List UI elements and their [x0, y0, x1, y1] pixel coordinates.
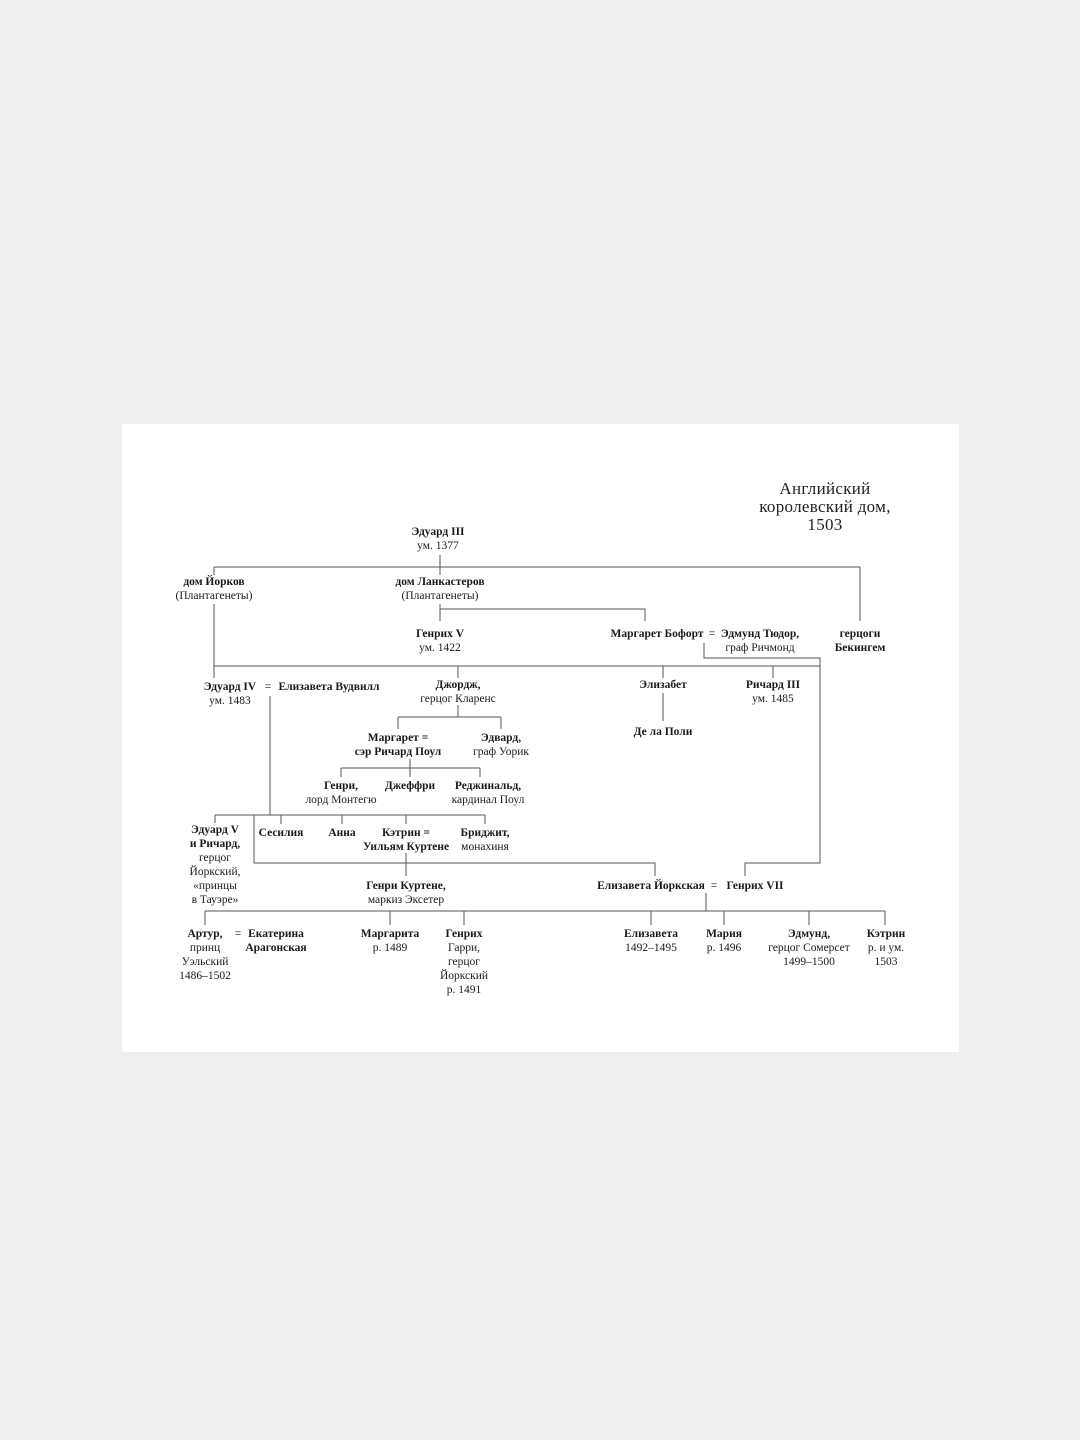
person-henry-viii: [440, 927, 488, 997]
person-elizabeth-sister: [639, 678, 686, 692]
marriage-sign-eq-beaufort-tudor: =: [708, 628, 716, 640]
person-catherine-aragon: [245, 927, 306, 955]
person-anne: [328, 826, 355, 840]
person-line: лорд Монтегю: [305, 794, 377, 806]
person-line: Эдмунд,: [787, 928, 831, 940]
person-line: Реджинальд,: [454, 780, 522, 792]
person-richard-iii: [746, 678, 800, 706]
person-henry-montagu: [305, 779, 376, 807]
person-line: маркиз Эксетер: [367, 894, 445, 906]
person-line: Генрих VII: [726, 880, 784, 892]
title-line-3: 1503: [807, 515, 843, 534]
person-line: Маргарита: [360, 928, 420, 940]
person-line: ум. 1485: [752, 693, 794, 705]
person-george-clarence: [420, 678, 496, 706]
person-line: Елизавета Вудвилл: [278, 681, 380, 693]
person-mary-tudor: [706, 927, 742, 955]
person-line: Анна: [328, 827, 356, 839]
person-line: (Плантагенеты): [175, 590, 253, 602]
person-katherine-tudor: [867, 927, 906, 969]
marriage-sign-eq-york-henry: =: [710, 880, 718, 892]
person-line: р. и ум.: [867, 942, 905, 954]
person-line: дом Йорков: [183, 576, 245, 588]
person-line: 1486–1502: [179, 970, 231, 982]
person-geoffrey: [385, 779, 435, 793]
diagram-title: [725, 480, 925, 534]
person-line: Кэтрин =: [381, 827, 431, 839]
person-line: Елизавета: [624, 928, 678, 940]
person-line: Де ла Поли: [633, 726, 693, 738]
person-line: р. 1489: [372, 942, 408, 954]
person-line: монахиня: [461, 841, 509, 853]
person-line: ум. 1422: [419, 642, 461, 654]
person-princes-tower: [190, 823, 241, 907]
person-line: Генри Куртене,: [366, 880, 446, 892]
person-house-york: [176, 575, 253, 603]
person-line: Бриджит,: [460, 827, 510, 839]
person-line: граф Уорик: [473, 746, 529, 758]
person-line: герцог: [198, 852, 232, 864]
person-line: герцог: [447, 956, 481, 968]
person-line: Эдуард V: [191, 824, 239, 836]
marriage-sign-eq-arthur-catherine: =: [234, 928, 242, 940]
person-line: Маргарет Бофорт: [610, 628, 704, 640]
person-line: Екатерина: [248, 928, 304, 940]
person-line: Кэтрин: [866, 928, 906, 940]
person-line: Джеффри: [384, 780, 436, 792]
marriage-sign-eq-edward-woodville: =: [264, 681, 272, 693]
person-line: сэр Ричард Поул: [354, 746, 442, 758]
title-line-2: королевский дом,: [759, 497, 891, 516]
person-line: р. 1491: [446, 984, 482, 996]
person-line: Эдуард IV: [203, 681, 257, 693]
title-line-1: Английский: [779, 479, 871, 498]
person-line: Арагонская: [245, 942, 307, 954]
person-line: Генрих V: [415, 628, 465, 640]
person-line: в Тауэре»: [191, 894, 239, 906]
person-line: ум. 1483: [209, 695, 251, 707]
person-elizabeth-york: [597, 879, 705, 893]
person-line: Эдмунд Тюдор,: [720, 628, 800, 640]
person-henry-v: [416, 627, 464, 655]
person-cecily: [259, 826, 304, 840]
person-line: Элизабет: [639, 679, 687, 691]
person-edward-iii: [411, 525, 464, 553]
person-reginald: [452, 779, 525, 807]
person-line: Йоркский,: [189, 866, 241, 878]
person-line: Артур,: [187, 928, 223, 940]
person-line: Уэльский: [181, 956, 229, 968]
person-house-lancaster: [395, 575, 484, 603]
person-margaret-pole: [355, 731, 441, 759]
person-line: Сесилия: [258, 827, 304, 839]
person-margaret-beaufort: [611, 627, 704, 641]
person-henry-courtenay: [366, 879, 445, 907]
person-line: герцог Сомерсет: [768, 942, 850, 954]
person-line: Елизавета Йоркская: [597, 880, 705, 892]
person-line: герцог Кларенс: [420, 693, 496, 705]
person-edmund-tudor: [721, 627, 799, 655]
person-line: кардинал Поул: [451, 794, 525, 806]
person-dukes-buckingham: [835, 627, 886, 655]
person-margaret-tudor: [361, 927, 420, 955]
person-line: Эдуард III: [411, 526, 465, 538]
person-edmund-somerset: [768, 927, 850, 969]
person-line: р. 1496: [706, 942, 742, 954]
person-line: герцоги: [839, 628, 881, 640]
person-arthur: [179, 927, 231, 983]
person-edward-warwick: [473, 731, 529, 759]
person-elizabeth-tudor: [624, 927, 678, 955]
person-line: Мария: [706, 928, 742, 940]
person-bridget: [460, 826, 509, 854]
person-edward-iv: [204, 680, 256, 708]
person-line: Генри,: [323, 780, 359, 792]
person-line: Бекингем: [834, 642, 886, 654]
person-elizabeth-woodville: [279, 680, 380, 694]
person-line: 1499–1500: [783, 956, 835, 968]
person-line: Эдвард,: [480, 732, 522, 744]
person-line: 1503: [874, 956, 898, 968]
person-line: Гарри,: [447, 942, 480, 954]
person-line: Ричард III: [745, 679, 801, 691]
person-line: граф Ричмонд: [725, 642, 795, 654]
person-line: Генрих: [445, 928, 483, 940]
person-line: Уильям Куртене: [362, 841, 450, 853]
person-line: «принцы: [193, 880, 237, 892]
person-line: Йоркский: [439, 970, 489, 982]
person-de-la-pole: [634, 725, 693, 739]
person-line: и Ричард,: [189, 838, 241, 850]
person-catherine-courtenay: [363, 826, 449, 854]
person-line: дом Ланкастеров: [395, 576, 485, 588]
person-line: (Плантагенеты): [401, 590, 479, 602]
person-line: 1492–1495: [625, 942, 677, 954]
person-line: ум. 1377: [417, 540, 459, 552]
person-henry-vii: [726, 879, 783, 893]
person-line: Маргарет =: [367, 732, 429, 744]
person-line: Джордж,: [435, 679, 481, 691]
person-line: принц: [189, 942, 221, 954]
